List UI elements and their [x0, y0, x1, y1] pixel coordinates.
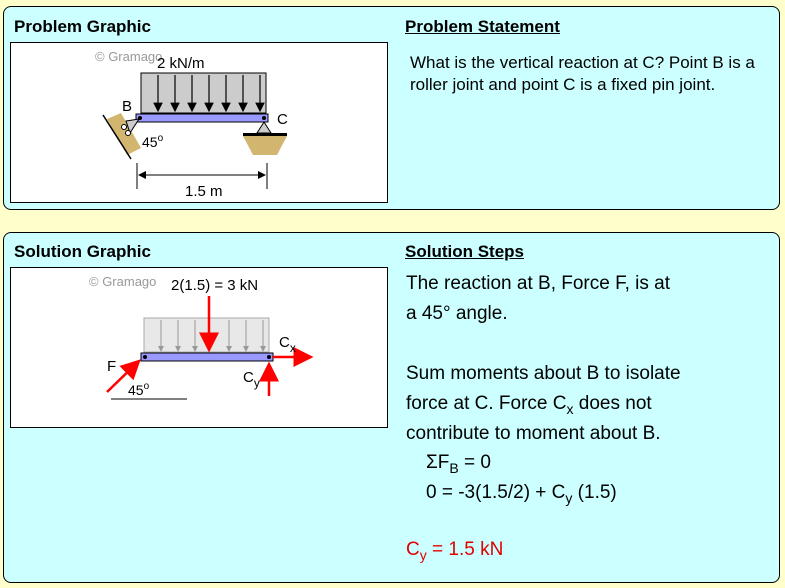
beam — [136, 114, 268, 122]
angle-label: 45$^o$ — [128, 381, 150, 398]
free-body-diagram — [11, 268, 387, 427]
problem-graphic-heading: Problem Graphic — [14, 17, 151, 36]
load-label: 2 kN/m — [157, 55, 205, 72]
resultant-label: 2(1.5) = 3 kN — [171, 277, 259, 294]
faded-distributed-load — [144, 318, 269, 352]
equation-moment-balance: $0 = -3(1.5/2) + C_y$ (1.5) — [426, 482, 617, 506]
distributed-load — [141, 73, 266, 113]
solution-graphic — [10, 267, 388, 428]
cx-label: $C_x$ — [279, 334, 296, 355]
problem-statement-heading: Problem Statement — [405, 17, 560, 36]
label-c: C — [277, 111, 288, 128]
step-line-5: contribute to moment about B. — [406, 423, 661, 444]
cy-label: $C_y$ — [243, 369, 260, 390]
problem-beam-diagram — [11, 43, 387, 202]
problem-panel — [3, 6, 780, 210]
step-line-4: force at C. Force $C_x$ does not — [406, 393, 652, 417]
answer: $C_y = 1.5$ kN — [406, 539, 504, 563]
solution-steps-heading: Solution Steps — [405, 242, 524, 261]
step-line-3: Sum moments about B to isolate — [406, 363, 681, 384]
angle-label: 45$^o$ — [142, 133, 164, 150]
roller-support-b — [103, 113, 141, 159]
problem-graphic — [10, 42, 388, 203]
watermark: © Gramago — [95, 49, 163, 64]
solution-panel — [3, 232, 780, 583]
step-line-2: a 45° angle. — [406, 303, 508, 324]
solution-graphic-heading: Solution Graphic — [14, 242, 151, 261]
label-b: B — [122, 98, 133, 115]
step-line-1: The reaction at B, Force F, is at — [406, 273, 670, 294]
beam — [141, 353, 273, 361]
watermark: © Gramago — [89, 274, 157, 289]
equation-sum-moments: $\Sigma F_B = 0$ — [426, 452, 491, 476]
span-label: 1.5 m — [185, 183, 223, 200]
solution-steps — [404, 233, 774, 578]
problem-statement-text: What is the vertical reaction at C? Point B is a roller joint and point C is a fixed pin joint. — [410, 53, 755, 94]
force-f-label: F — [107, 358, 117, 375]
